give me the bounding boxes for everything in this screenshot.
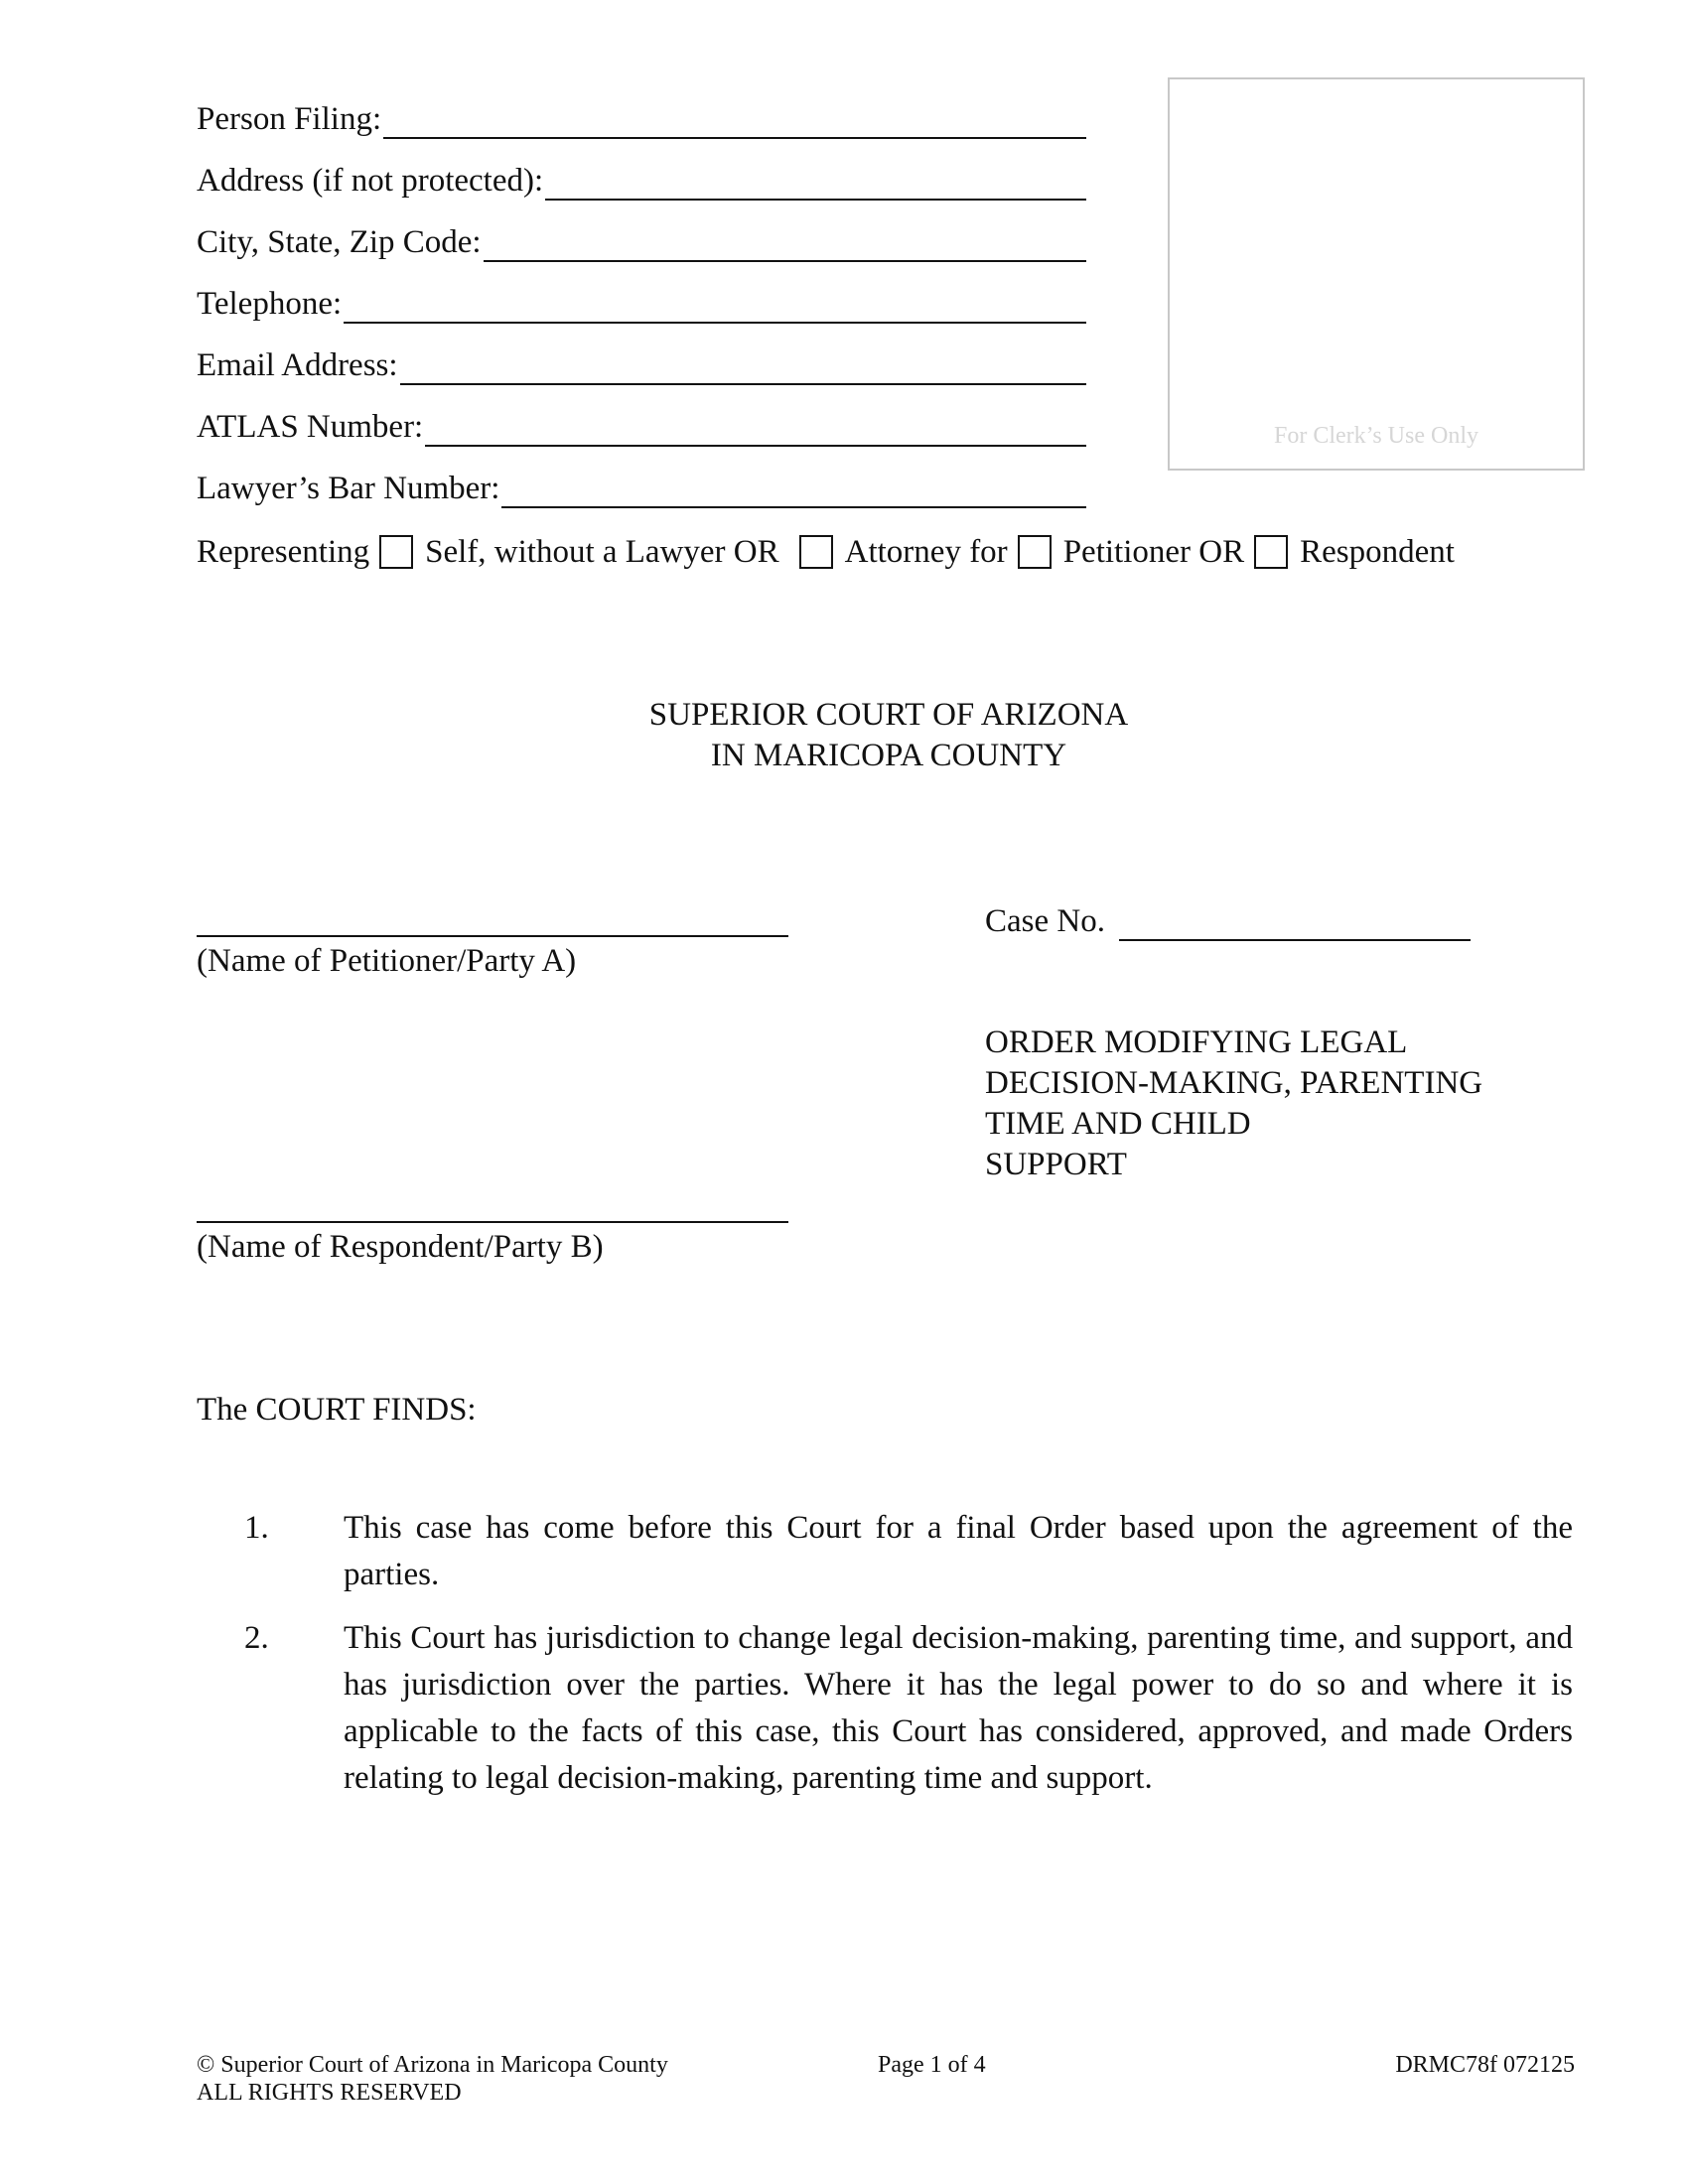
telephone-label: Telephone: (197, 286, 343, 322)
atlas-field[interactable] (425, 415, 1086, 447)
finding-number: 1. (244, 1510, 269, 1546)
finds-heading: The COURT FINDS: (197, 1392, 477, 1428)
telephone-row (197, 284, 1086, 324)
person-filing-label: Person Filing: (197, 101, 382, 137)
bar-number-field[interactable] (501, 477, 1086, 508)
city-state-zip-row (197, 222, 1086, 262)
email-field[interactable] (400, 353, 1086, 385)
attorney-label: Attorney for (844, 534, 1008, 570)
city-state-zip-label: City, State, Zip Code: (197, 224, 482, 260)
petitioner-name-line[interactable] (197, 899, 788, 937)
document-title-line: ORDER MODIFYING LEGAL (985, 1024, 1408, 1060)
bar-number-label: Lawyer’s Bar Number: (197, 471, 500, 506)
atlas-row (197, 407, 1086, 447)
case-number-field[interactable] (1119, 905, 1471, 941)
representing-row (197, 532, 1455, 572)
person-filing-row (197, 99, 1086, 139)
case-number-row (985, 901, 1471, 941)
court-title-line2: IN MARICOPA COUNTY (710, 738, 1067, 773)
city-state-zip-field[interactable] (484, 230, 1086, 262)
respondent-label: (Name of Respondent/Party B) (197, 1229, 604, 1265)
self-label: Self, without a Lawyer OR (425, 534, 779, 570)
representing-label: Representing (197, 534, 370, 570)
petitioner-checkbox[interactable] (1018, 535, 1052, 569)
document-title-line: SUPPORT (985, 1147, 1127, 1182)
footer-rights: ALL RIGHTS RESERVED (197, 2080, 462, 2106)
document-title-line: DECISION-MAKING, PARENTING (985, 1065, 1483, 1101)
address-field[interactable] (545, 169, 1086, 201)
address-row (197, 161, 1086, 201)
attorney-checkbox[interactable] (799, 535, 833, 569)
footer-copyright: © Superior Court of Arizona in Maricopa County (197, 2052, 668, 2078)
respondent-label: Respondent (1300, 534, 1455, 570)
footer-form-code: DRMC78f 072125 (1395, 2052, 1575, 2078)
person-filing-field[interactable] (383, 107, 1086, 139)
document-title (985, 1023, 1482, 1185)
petitioner-label: Petitioner OR (1062, 534, 1245, 570)
email-label: Email Address: (197, 347, 398, 383)
footer-page-number: Page 1 of 4 (878, 2052, 986, 2078)
telephone-field[interactable] (344, 292, 1086, 324)
document-title-line: TIME AND CHILD (985, 1106, 1251, 1142)
petitioner-label: (Name of Petitioner/Party A) (197, 943, 577, 979)
court-title (0, 695, 1688, 776)
respondent-checkbox[interactable] (1254, 535, 1288, 569)
finding-text: This Court has jurisdiction to change legal decision-making, parenting time, and support, and has jurisdiction over the parties. Where it has the legal power to do so and where it is applicable to the facts of this case, this Court has considered, approved, and made Orders relating to legal decision-making, parenting time and support. (344, 1620, 1573, 1796)
finding-number: 2. (244, 1620, 269, 1656)
address-label: Address (if not protected): (197, 163, 544, 199)
email-row (197, 345, 1086, 385)
bar-number-row (197, 469, 1086, 508)
footer-left (197, 2051, 668, 2107)
court-title-line1: SUPERIOR COURT OF ARIZONA (648, 697, 1129, 733)
clerk-use-box (1168, 77, 1585, 471)
respondent-name-line[interactable] (197, 1185, 788, 1223)
finding-text: This case has come before this Court for a final Order based upon the agreement of the parties. (344, 1510, 1573, 1592)
clerk-use-label: For Clerk’s Use Only (1274, 423, 1478, 449)
atlas-label: ATLAS Number: (197, 409, 424, 445)
case-number-label: Case No. (985, 903, 1105, 939)
self-checkbox[interactable] (379, 535, 413, 569)
